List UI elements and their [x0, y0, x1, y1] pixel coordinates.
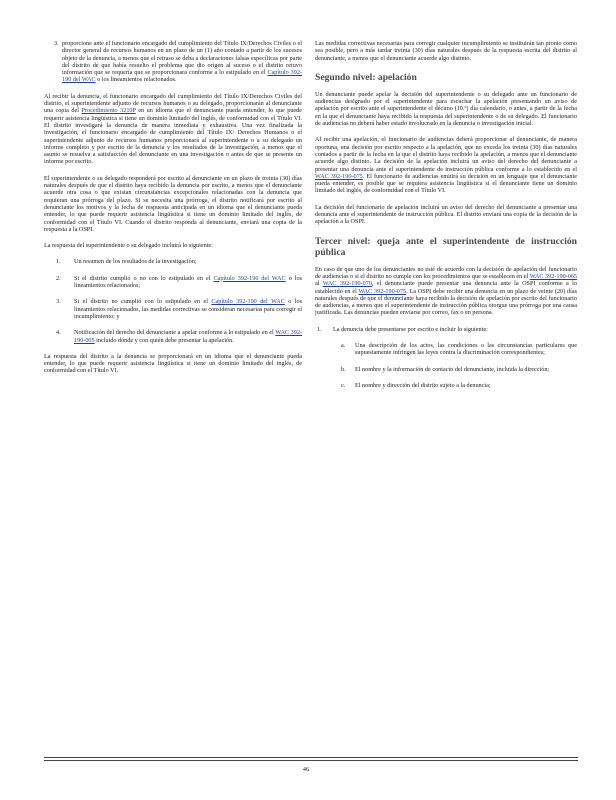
wac-link[interactable]: WAC 392-190-075 — [358, 287, 407, 295]
list-number: 3. — [54, 40, 59, 47]
list-number: 2. — [56, 274, 61, 282]
list-item — [315, 382, 577, 389]
list-letter: c. — [341, 381, 346, 389]
paragraph — [315, 136, 577, 194]
paragraph: Un denunciante puede apelar la decisión del superintendente o su delegado ante un funcionario de audiencias designado por el superintendente para escuchar la apelación presentando un aviso de apelación por escrito ante el superintendente el décimo (10.º) día calendario, o antes, a partir de la fecha en la que el denunciante haya recibido la respuesta del superintendente o de su delegado. El funcionario de audiencias no deberá haber estado involucrado en la denuncia o investigación inicial. — [315, 90, 577, 128]
list-text: Una descripción de los actos, las condiciones o las circunstancias particulares que supuestamente infringen las leyes contra la discriminación correspondientes; — [355, 342, 577, 357]
list-item — [315, 366, 577, 373]
section-heading: Segundo nivel: apelación — [315, 71, 417, 83]
paragraph: La respuesta del superintendente o su delegado incluirá lo siguiente: — [44, 242, 213, 250]
wac-link[interactable]: WAC 392-190-070 — [322, 280, 372, 288]
footer-rule — [44, 757, 578, 758]
list-letter: b. — [341, 365, 346, 373]
footer-rule — [44, 760, 578, 761]
paragraph-text: En caso de que uno de los denunciantes no esté de acuerdo con la decisión de apelación del funcionario de audiencias o si el distrito no cumple con los procedimientos que se establecen en el — [315, 265, 577, 280]
list-text: o los lineamientos relacionados; — [74, 274, 303, 290]
list-text: Si el distrito no cumplió con lo estipulado en el — [74, 298, 208, 306]
list-text: El nombre y dirección del distrito sujeto a la denuncia; — [355, 381, 491, 389]
section-heading: Tercer nivel: queja ante el superintendente de instrucción pública — [315, 235, 577, 258]
paragraph-text: . La OSPI debe recibir una denuncia en un plazo de veinte (20) días naturales después de que el denunciante haya recibido la decisión de apelación por escrito del funcionario de audiencias, a menos que el superintendente de instrucción pública otorgue una prórroga por una causa justificada. Las denuncias pueden enviarse por correo, fax o en persona. — [315, 287, 578, 317]
list-item — [315, 342, 577, 357]
list-text: El nombre y la información de contacto del denunciante, incluida la dirección; — [355, 365, 550, 373]
list-letter: a. — [341, 342, 346, 350]
list-item — [315, 326, 577, 333]
page-number: 46 — [302, 766, 310, 773]
paragraph-text: , el denunciante puede presentar una denuncia ante la OSPI conforme a lo establecido en el — [315, 280, 577, 295]
wac-link[interactable]: WAC 392-190-075 — [315, 172, 363, 180]
wac-link[interactable]: Capítulo 392-190 del WAC — [213, 274, 286, 282]
list-text: La denuncia debe presentarse por escrito e incluir lo siguiente: — [333, 325, 488, 333]
paragraph: La decisión del funcionario de apelación incluirá un aviso del derecho del denunciante a presentar una denuncia ante el superintendente de instrucción pública. El distrito enviará una copia de la decisión de la apelación a la OSPI. — [315, 203, 577, 226]
list-text: o los lineamientos relacionados, las medidas correctivas se consideran necesarias para corregir el incumplimiento; y — [74, 298, 303, 320]
right-column — [315, 40, 577, 398]
list-number: 1. — [56, 258, 61, 266]
paragraph-text: . El funcionario de audiencias emitirá su decisión en un lenguaje que el denunciante pueda entender, es posible que se requiera asistencia lingüística si el denunciante tiene un dominio limitado del inglés, de conformidad con el Título VI. — [315, 172, 577, 195]
list-text: Un resumen de los resultados de la investigación; — [74, 258, 197, 266]
list-item — [44, 298, 302, 320]
list-text: Si el distrito cumplió o no con lo estipulado en el — [74, 274, 211, 282]
paragraph: Las medidas correctivas necesarias para corregir cualquier incumplimiento se instituirán tan pronto como sea posible, pero a más tardar treinta (30) días naturales después de la respuesta escrita del distrito al denunciante, a menos que el denunciante acuerde algo distinto. — [315, 40, 577, 62]
list-item — [44, 258, 302, 265]
paragraph-text: Al recibir una apelación, el funcionario de audiencias deberá proporcionar al denunciante, de manera oportuna, una decisión por escrito respecto a la apelación, que no exceda los treinta (30) días naturales contados a partir de la fecha en la que el distrito haya recibido la apelación, a menos que el denunciante acuerde algo distinto. La decisión de la apelación incluirá un aviso del derecho del denunciante a presentar una denuncia ante el superintendente de instrucción pública conforme a lo establecido en el — [315, 136, 577, 173]
list-item — [44, 329, 302, 344]
paragraph: La respuesta del distrito a la denuncia se proporcionará en un idioma que el denunciante pueda entender, lo que puede requerir asistencia lingüística si tiene un dominio limitado del inglés, de conformidad con el Título VI. — [44, 352, 302, 375]
paragraph-text: o los lineamientos relacionados. — [97, 76, 177, 84]
list-number: 4. — [56, 329, 61, 337]
list-item — [44, 40, 302, 84]
paragraph: El superintendente o su delegado responderá por escrito al denunciante en un plazo de treinta (30) días naturales después de que el distrito haya recibido la denuncia por escrito, a menos que el denunciante acuerde otra cosa o que existan circunstancias excepcionales relacionadas con la denuncia que requieran una prórroga del plazo. Si se necesita una prórroga, el distrito notificará por escrito al denunciante los motivos y la fecha de respuesta anticipada en un idioma que el denunciante pueda entender, lo que puede requerir asistencia lingüística si tiene un dominio limitado del inglés, de conformidad con el Título VI. Cuando el distrito responda al denunciante, enviará una copia de la respuesta a la OSPI. — [44, 174, 302, 233]
paragraph-text: al — [315, 280, 320, 288]
paragraph-text: proporcione ante el funcionario encargado del cumplimiento del Título IX/Derechos Civiles o el director general de recursos humanos en un plazo de un (1) año contado a partir de los sucesos objeto de la denuncia, a menos que el retraso se deba a declaraciones falsas específicas por parte del distrito de que había resuelto el problema que dio origen al suceso o el distrito retuvo información que se requería que se proporcionara conforme a lo estipulado en el — [62, 40, 302, 77]
list-item — [44, 275, 302, 290]
wac-link[interactable]: Capítulo 392-190 del WAC — [62, 69, 303, 84]
paragraph — [44, 93, 302, 166]
wac-link[interactable]: Capítulo 392-190 del WAC — [211, 298, 285, 306]
list-text: Notificación del derecho del denunciante a apelar conforme a lo estipulado en el — [74, 329, 274, 337]
paragraph-text: en un idioma que el denunciante pueda entender, lo que puede requerir asistencia lingüística si tiene un dominio limitado del inglés, de conformidad con el Título VI. El distrito investigará la denuncia de manera inmediata y exhaustiva. Una vez finalizada la investigación, el funcionario encargado de cumplimiento del Título IX/ Derechos Humanos o el superintendente adjunto de recursos humanos proporcionará al superintendente o a su delegado un informe completo y por escrito de la denuncia y los resultados de la investigación, a menos que el asunto se resuelva a satisfacción del denunciante en una investigación o antes de que se presente un informe por escrito. — [44, 107, 303, 166]
paragraph-text: Al recibir la denuncia, el funcionario encargado del cumplimiento del Título IX/Derechos Civiles del distrito, el superintendente adjunto de recursos humanos o su delegado, proporcionarán al denunciante una copia del — [44, 92, 302, 115]
list-number: 1. — [317, 325, 322, 333]
wac-link[interactable]: WAC 392-190-005 — [74, 329, 303, 344]
left-column — [44, 40, 302, 384]
procedure-link[interactable]: Procedimiento 3210P — [81, 107, 136, 115]
paragraph — [315, 266, 577, 317]
wac-link[interactable]: WAC 392-190-065 — [529, 272, 578, 280]
list-number: 3. — [56, 298, 61, 306]
list-text: incluido dónde y con quién debe presentar la apelación. — [96, 336, 234, 344]
